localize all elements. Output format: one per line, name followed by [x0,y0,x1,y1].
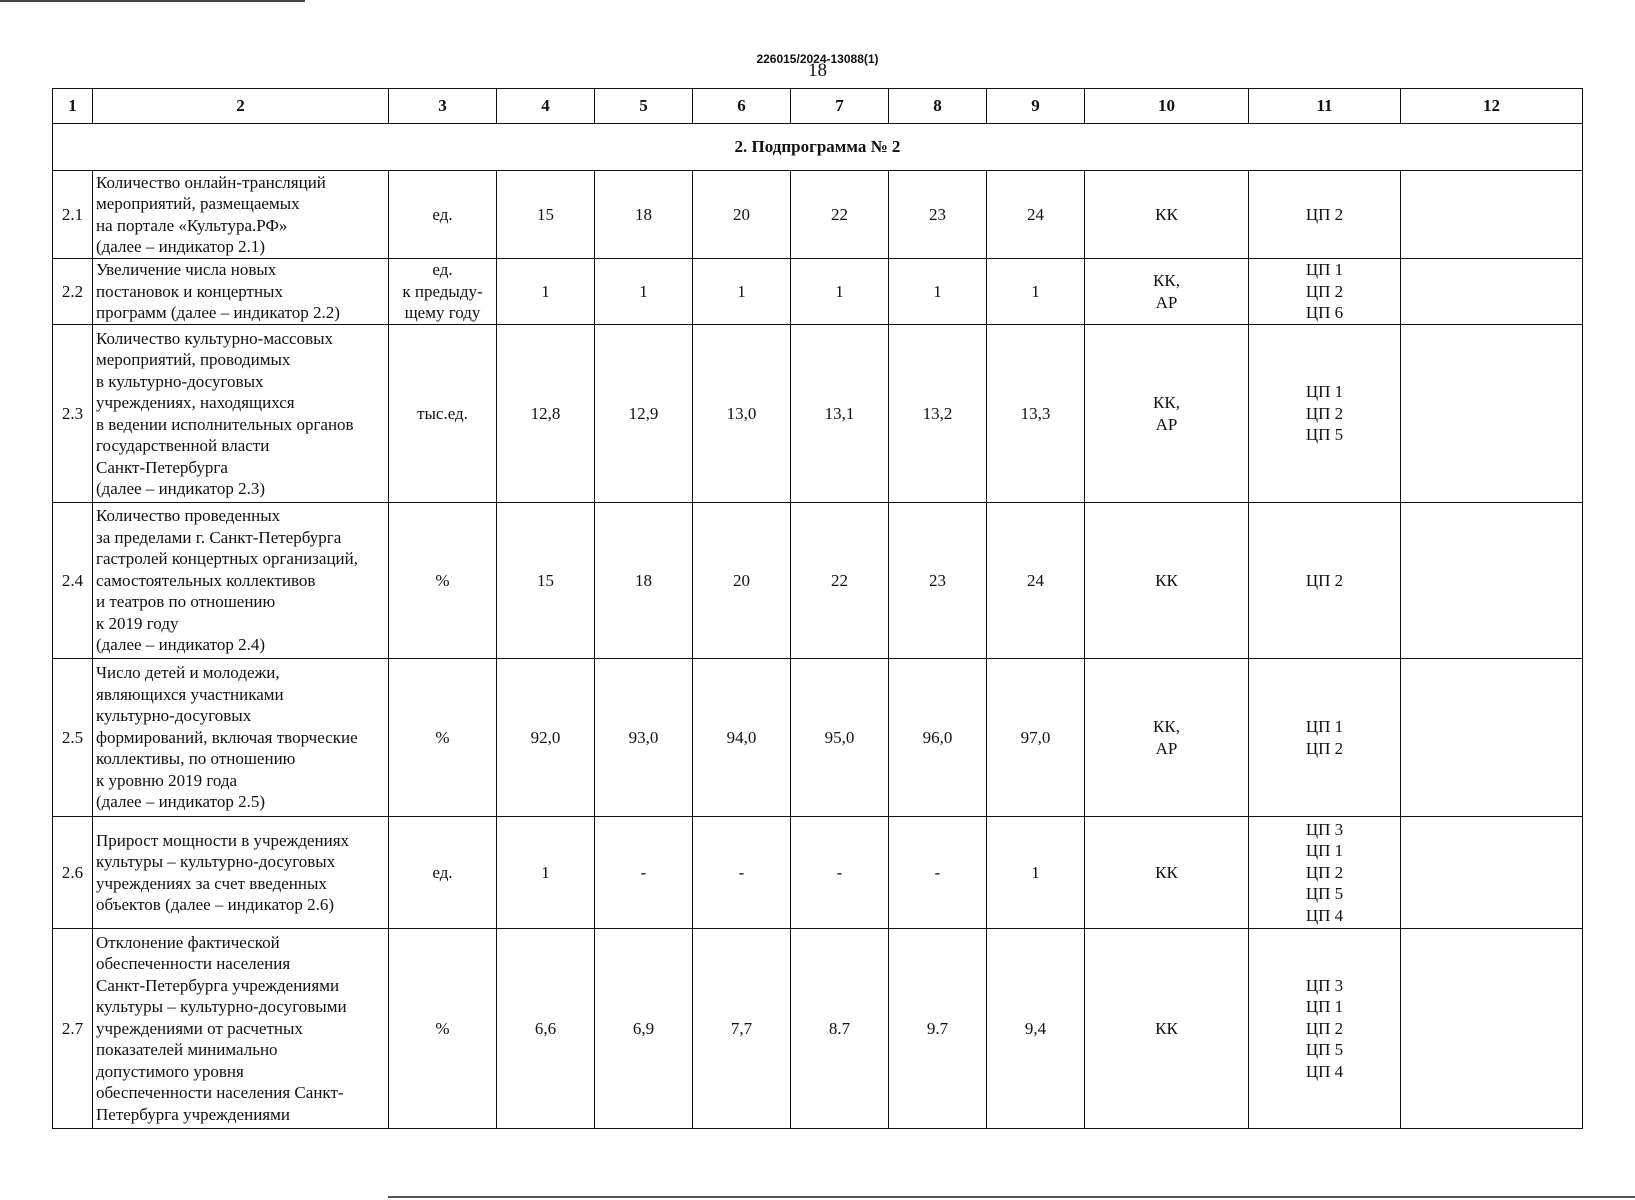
value-cell: 9,4 [987,929,1085,1129]
unit-line: к предыду- [402,281,483,301]
table-row [53,259,1583,325]
description-line: в культурно-досуговых [96,371,264,391]
value-cell: 13,0 [693,325,791,503]
description-line: за пределами г. Санкт-Петербурга [96,527,342,547]
column-header: 9 [987,89,1085,124]
value-cell: 18 [595,171,693,259]
column-header: 12 [1401,89,1583,124]
value-cell: 6,6 [497,929,595,1129]
unit-line: ед. [432,862,453,882]
note-cell [1401,325,1583,503]
note-cell [1401,929,1583,1129]
value-cell: 94,0 [693,659,791,817]
value-cell: 96,0 [889,659,987,817]
goal-line: ЦП 4 [1305,905,1344,925]
value-cell: 93,0 [595,659,693,817]
indicator-description-cell [93,659,389,817]
goal-line: ЦП 1 [1305,841,1344,861]
indicators-table [52,88,1583,1129]
value-cell: 97,0 [987,659,1085,817]
unit-cell [389,929,497,1129]
value-cell: 6,9 [595,929,693,1129]
description-line: показателей минимально [96,1040,278,1060]
description-line: культурно-досуговых [96,706,252,726]
indicator-description-cell [93,503,389,659]
description-line: (далее – индикатор 2.3) [96,479,265,498]
indicator-description-cell [93,171,389,259]
description-line: учреждениями от расчетных [96,1018,303,1038]
page-number: 18 [808,60,827,81]
value-cell: 22 [791,503,889,659]
value-cell: 1 [497,259,595,325]
description-line: (далее – индикатор 2.1) [96,237,265,256]
goals-cell [1249,325,1401,503]
goal-line: ЦП 2 [1305,862,1344,882]
description-line: Увеличение числа новых [96,260,277,280]
unit-cell [389,503,497,659]
value-cell: - [889,817,987,929]
row-number-cell: 2.7 [53,929,93,1129]
description-line: культуры – культурно-досуговых [96,852,336,871]
table-row [53,171,1583,259]
value-cell: 18 [595,503,693,659]
description-line: Санкт-Петербурга [96,457,228,477]
description-line: к уровню 2019 года [96,770,238,790]
note-cell [1401,259,1583,325]
description-line: формирований, включая творческие [96,727,358,747]
value-cell: 7,7 [693,929,791,1129]
description-line: программ (далее – индикатор 2.2) [96,303,340,323]
document-id: 226015/2024-13088(1) [756,52,879,66]
description-line: Количество культурно-массовых [96,328,334,348]
goal-line: ЦП 5 [1305,1040,1344,1060]
unit-line: % [435,727,450,747]
bottom-rule [388,1196,1635,1198]
description-line: и театров по отношению [96,592,276,612]
unit-cell [389,659,497,817]
row-number-cell: 2.4 [53,503,93,659]
source-line: АР [1155,292,1178,312]
goal-line: ЦП 1 [1305,717,1344,736]
description-line: Санкт-Петербурга учреждениями [96,975,340,995]
unit-line: щему году [404,303,481,323]
description-line: Прирост мощности в учреждениях [96,830,350,850]
column-header: 1 [53,89,93,124]
source-cell [1085,817,1249,929]
goal-line: ЦП 3 [1305,819,1344,839]
source-line: КК [1155,570,1178,590]
row-number-cell: 2.1 [53,171,93,259]
source-line: АР [1155,414,1178,434]
unit-line: тыс.ед. [417,403,468,423]
note-cell [1401,171,1583,259]
value-cell: - [595,817,693,929]
value-cell: 1 [791,259,889,325]
value-cell: 24 [987,503,1085,659]
description-line: гастролей концертных организаций, [96,549,358,569]
source-cell [1085,503,1249,659]
section-title: 2. Подпрограмма № 2 [53,124,1583,171]
table-row [53,659,1583,817]
value-cell: 92,0 [497,659,595,817]
goals-cell [1249,259,1401,325]
table-row [53,503,1583,659]
source-cell [1085,929,1249,1129]
goal-line: ЦП 2 [1305,403,1344,423]
goal-line: ЦП 1 [1305,997,1344,1017]
unit-line: % [435,570,450,590]
unit-line: ед. [432,204,453,224]
value-cell: 1 [987,817,1085,929]
value-cell: 9.7 [889,929,987,1129]
source-line: КК, [1153,393,1180,412]
column-header: 8 [889,89,987,124]
value-cell: 12,9 [595,325,693,503]
goal-line: ЦП 5 [1305,884,1344,904]
column-header: 6 [693,89,791,124]
description-line: постановок и концертных [96,281,283,301]
description-line: объектов (далее – индикатор 2.6) [96,895,335,914]
column-header: 11 [1249,89,1401,124]
goal-line: ЦП 1 [1305,382,1344,402]
source-cell [1085,171,1249,259]
column-header: 2 [93,89,389,124]
value-cell: 24 [987,171,1085,259]
goal-line: ЦП 4 [1305,1061,1344,1081]
goals-cell [1249,659,1401,817]
value-cell: 1 [497,817,595,929]
note-cell [1401,659,1583,817]
description-line: Отклонение фактической [96,932,280,952]
value-cell: 1 [987,259,1085,325]
description-line: культуры – культурно-досуговыми [96,997,347,1017]
value-cell: 13,2 [889,325,987,503]
value-cell: 23 [889,171,987,259]
column-header: 3 [389,89,497,124]
unit-line: ед. [432,260,453,280]
unit-cell [389,259,497,325]
description-line: (далее – индикатор 2.5) [96,792,265,812]
description-line: мероприятий, проводимых [96,350,291,369]
description-line: (далее – индикатор 2.4) [96,635,265,655]
column-header: 5 [595,89,693,124]
value-cell: - [791,817,889,929]
value-cell: 20 [693,503,791,659]
source-line: КК, [1153,717,1180,736]
value-cell: 23 [889,503,987,659]
goals-cell [1249,929,1401,1129]
value-cell: 13,1 [791,325,889,503]
description-line: в ведении исполнительных органов [96,414,354,434]
row-number-cell: 2.2 [53,259,93,325]
section-row [53,124,1583,171]
indicator-description-cell [93,259,389,325]
row-number-cell: 2.5 [53,659,93,817]
description-line: учреждениях, находящихся [96,393,295,412]
row-number-cell: 2.6 [53,817,93,929]
description-line: Количество проведенных [96,506,281,526]
description-line: государственной власти [96,436,270,455]
unit-cell [389,817,497,929]
value-cell: 12,8 [497,325,595,503]
source-cell [1085,659,1249,817]
value-cell: 95,0 [791,659,889,817]
source-line: КК, [1153,271,1180,290]
goal-line: ЦП 2 [1305,570,1344,590]
source-line: КК [1155,204,1178,224]
description-line: являющихся участниками [96,684,284,704]
source-line: АР [1155,738,1178,758]
value-cell: 8.7 [791,929,889,1129]
indicator-description-cell [93,929,389,1129]
description-line: к 2019 году [96,613,179,633]
column-header: 10 [1085,89,1249,124]
source-line: КК [1155,862,1178,882]
column-header: 7 [791,89,889,124]
indicator-description-cell [93,325,389,503]
value-cell: 15 [497,503,595,659]
value-cell: 1 [595,259,693,325]
goal-line: ЦП 2 [1305,281,1344,301]
description-line: обеспеченности населения [96,954,291,974]
indicator-description-cell [93,817,389,929]
table-row [53,817,1583,929]
description-line: Петербурга учреждениями [96,1104,290,1124]
goal-line: ЦП 1 [1305,260,1344,280]
note-cell [1401,817,1583,929]
goals-cell [1249,817,1401,929]
goals-cell [1249,503,1401,659]
description-line: Число детей и молодежи, [96,663,280,683]
top-rule [0,0,305,2]
goal-line: ЦП 2 [1305,204,1344,224]
value-cell: 22 [791,171,889,259]
source-cell [1085,259,1249,325]
value-cell: 13,3 [987,325,1085,503]
source-cell [1085,325,1249,503]
goal-line: ЦП 2 [1305,1018,1344,1038]
table-row [53,325,1583,503]
value-cell: 1 [889,259,987,325]
unit-cell [389,325,497,503]
value-cell: - [693,817,791,929]
goals-cell [1249,171,1401,259]
description-line: учреждениях за счет введенных [96,873,327,893]
row-number-cell: 2.3 [53,325,93,503]
note-cell [1401,503,1583,659]
goal-line: ЦП 6 [1305,303,1344,323]
column-header-row [53,89,1583,124]
goal-line: ЦП 5 [1305,425,1344,445]
value-cell: 15 [497,171,595,259]
description-line: допустимого уровня [96,1061,244,1081]
value-cell: 1 [693,259,791,325]
source-line: КК [1155,1018,1178,1038]
description-line: коллективы, по отношению [96,749,296,769]
unit-cell [389,171,497,259]
value-cell: 20 [693,171,791,259]
description-line: Количество онлайн-трансляций [96,172,326,192]
goal-line: ЦП 2 [1305,738,1344,758]
goal-line: ЦП 3 [1305,975,1344,995]
unit-line: % [435,1018,450,1038]
description-line: обеспеченности населения Санкт- [96,1083,344,1103]
description-line: на портале «Культура.РФ» [96,215,288,235]
column-header: 4 [497,89,595,124]
table-row [53,929,1583,1129]
description-line: мероприятий, размещаемых [96,194,300,213]
description-line: самостоятельных коллективов [96,570,316,590]
